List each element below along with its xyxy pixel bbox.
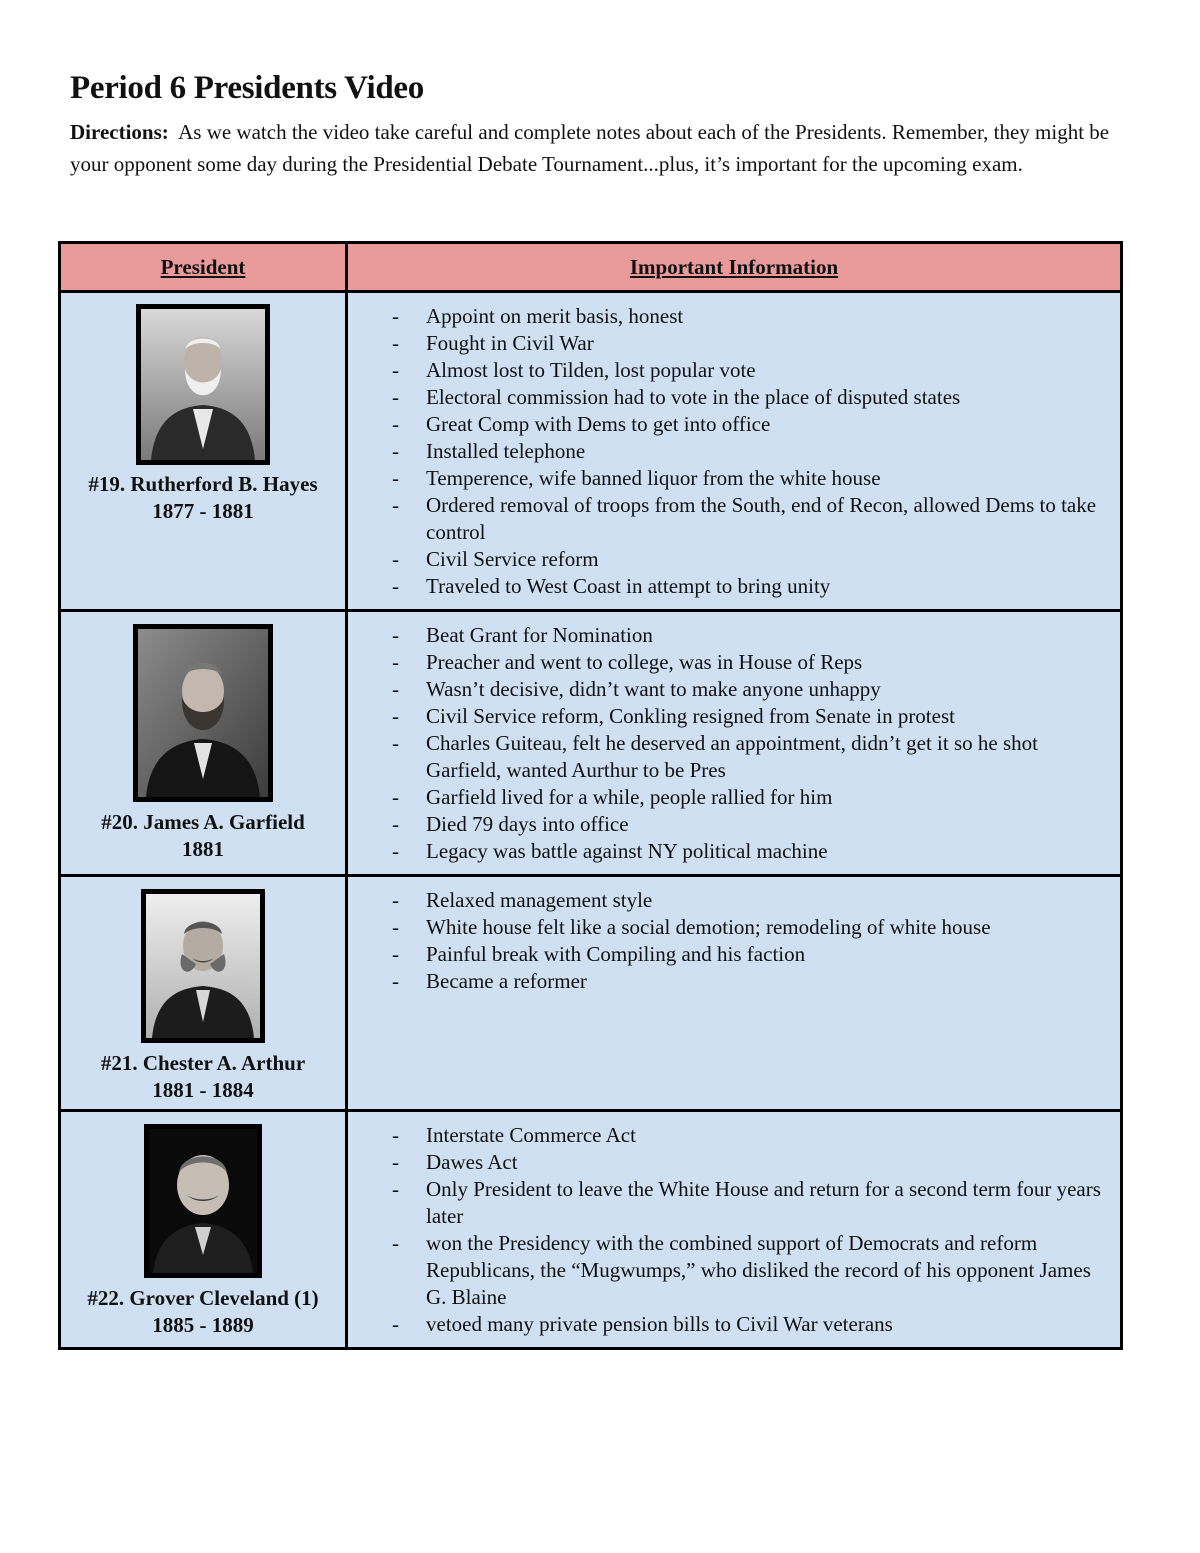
notes-list xyxy=(348,1112,1120,1338)
list-item: - Installed telephone xyxy=(348,438,1112,465)
list-item: - Beat Grant for Nomination xyxy=(348,622,1112,649)
list-item: - Died 79 days into office xyxy=(348,811,1112,838)
president-name: #20. James A. Garfield xyxy=(101,810,305,834)
presidents-table xyxy=(58,241,1123,1350)
list-item: - Civil Service reform xyxy=(348,546,1112,573)
table-row xyxy=(60,1111,1122,1349)
portrait-cleveland xyxy=(144,1124,262,1278)
list-item: - Civil Service reform, Conkling resigned from Senate in protest xyxy=(348,703,1112,730)
president-years: 1881 xyxy=(182,837,224,861)
list-item: - Dawes Act xyxy=(348,1149,1112,1176)
list-item: - Interstate Commerce Act xyxy=(348,1122,1112,1149)
president-years: 1885 - 1889 xyxy=(152,1313,254,1337)
page-title: Period 6 Presidents Video xyxy=(70,70,424,106)
president-cell xyxy=(60,611,347,876)
portrait-garfield xyxy=(133,624,273,802)
list-item: - Traveled to West Coast in attempt to bring unity xyxy=(348,573,1112,600)
important-information-cell xyxy=(347,292,1122,611)
list-item: - vetoed many private pension bills to Civil War veterans xyxy=(348,1311,1112,1338)
important-information-cell xyxy=(347,876,1122,1111)
list-item: - Preacher and went to college, was in House of Reps xyxy=(348,649,1112,676)
important-information-cell xyxy=(347,1111,1122,1349)
portrait-arthur xyxy=(141,889,265,1043)
important-information-cell xyxy=(347,611,1122,876)
president-name: #22. Grover Cleveland (1) xyxy=(87,1286,319,1310)
list-item: - Charles Guiteau, felt he deserved an appointment, didn’t get it so he shot Garfield, wanted Aurthur to be Pres xyxy=(348,730,1112,784)
president-name: #21. Chester A. Arthur xyxy=(100,1051,306,1075)
notes-list xyxy=(348,877,1120,995)
header-important-information: Important Information xyxy=(347,243,1122,292)
list-item: - Wasn’t decisive, didn’t want to make anyone unhappy xyxy=(348,676,1112,703)
president-years: 1877 - 1881 xyxy=(152,499,254,523)
table-row xyxy=(60,876,1122,1111)
directions-paragraph xyxy=(70,117,1130,180)
list-item: - Almost lost to Tilden, lost popular vote xyxy=(348,357,1112,384)
list-item: - Garfield lived for a while, people rallied for him xyxy=(348,784,1112,811)
president-cell xyxy=(60,1111,347,1349)
list-item: - Fought in Civil War xyxy=(348,330,1112,357)
president-years: 1881 - 1884 xyxy=(152,1078,254,1102)
list-item: - Legacy was battle against NY political machine xyxy=(348,838,1112,865)
list-item: - Electoral commission had to vote in the place of disputed states xyxy=(348,384,1112,411)
list-item: - Ordered removal of troops from the South, end of Recon, allowed Dems to take control xyxy=(348,492,1112,546)
president-cell xyxy=(60,876,347,1111)
header-president: President xyxy=(60,243,347,292)
table-row xyxy=(60,611,1122,876)
directions-label: Directions: xyxy=(70,120,169,144)
list-item: - Great Comp with Dems to get into office xyxy=(348,411,1112,438)
list-item: - Relaxed management style xyxy=(348,887,1112,914)
directions-text: As we watch the video take careful and complete notes about each of the Presidents. Remember, they might be your opponent some day during the Presidential Debate Tournament...plus, it’s important for the upcoming exam. xyxy=(70,120,1110,176)
president-name: #19. Rutherford B. Hayes xyxy=(88,472,318,496)
list-item: - Only President to leave the White House and return for a second term four years later xyxy=(348,1176,1112,1230)
notes-list xyxy=(348,293,1120,600)
list-item: - won the Presidency with the combined support of Democrats and reform Republicans, the “Mugwumps,” who disliked the record of his opponent James G. Blaine xyxy=(348,1230,1112,1311)
list-item: - Painful break with Compiling and his faction xyxy=(348,941,1112,968)
notes-list xyxy=(348,612,1120,865)
list-item: - Became a reformer xyxy=(348,968,1112,995)
table-header-row xyxy=(60,243,1122,292)
list-item: - White house felt like a social demotion; remodeling of white house xyxy=(348,914,1112,941)
list-item: - Temperence, wife banned liquor from the white house xyxy=(348,465,1112,492)
portrait-hayes xyxy=(136,304,270,465)
table-row xyxy=(60,292,1122,611)
list-item: - Appoint on merit basis, honest xyxy=(348,303,1112,330)
president-cell xyxy=(60,292,347,611)
